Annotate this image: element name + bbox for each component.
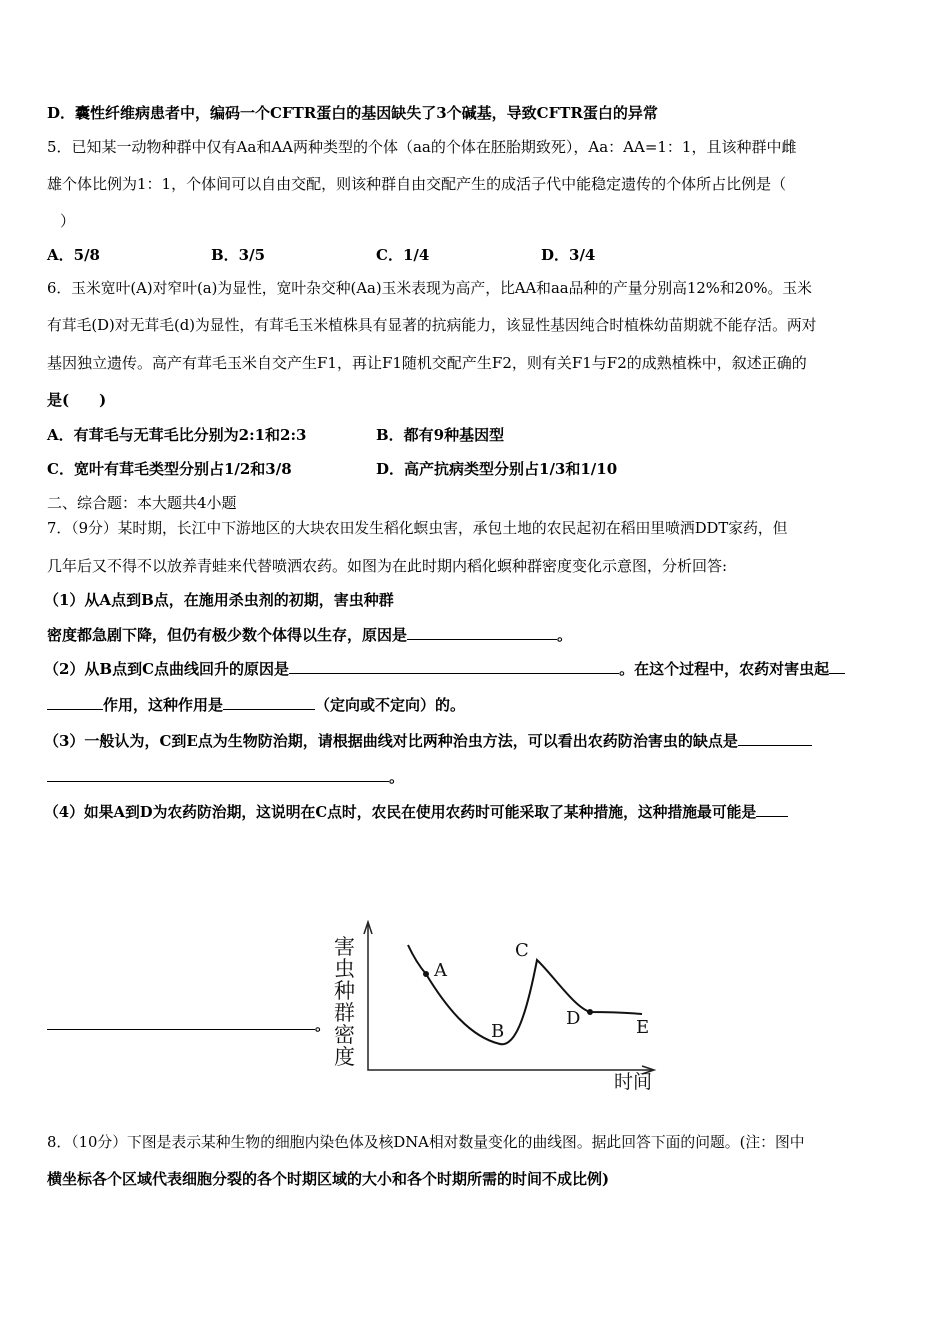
q7-part1-line-1: （1）从A点到B点，在施用杀虫剂的初期，害虫种群 xyxy=(44,591,394,609)
q7-part1-line-2: 密度都急剧下降，但仍有极少数个体得以生存，原因是 。 xyxy=(47,626,573,644)
answer-blank-3a[interactable] xyxy=(829,658,845,674)
q5-option-d: D．3/4 xyxy=(541,246,596,264)
q7-part3-line-2: 。 xyxy=(47,766,404,787)
q6-line-4: 是( ) xyxy=(47,391,107,409)
q5-option-c: C．1/4 xyxy=(376,246,430,264)
q6-line-1: 6．玉米宽叶(A)对窄叶(a)为显性，宽叶杂交种(Aa)玉米表现为高产，比AA和aa品种的产量分别高12%和20%。玉米 xyxy=(47,280,812,297)
answer-blank-6b[interactable] xyxy=(47,1014,315,1030)
q7-part3-line-1: （3）一般认为，C到E点为生物防治期，请根据曲线对比两种治虫方法，可以看出农药防治害虫的缺点是 xyxy=(44,730,812,751)
y-axis-label xyxy=(334,935,355,1069)
x-axis-label: 时间 xyxy=(614,1071,653,1092)
y-label-char: 虫 xyxy=(334,957,355,981)
point-label-e: E xyxy=(636,1017,650,1038)
q5-option-a: A．5/8 xyxy=(47,246,100,264)
q5-line-2: 雄个体比例为1：1，个体间可以自由交配，则该种群自由交配产生的成活子代中能稳定遗传的个体所占比例是（ xyxy=(47,175,787,193)
q6-option-c: C．宽叶有茸毛类型分别占1/2和3/8 xyxy=(47,460,292,478)
section-2-heading: 二、综合题：本大题共4小题 xyxy=(47,494,237,512)
y-label-char: 群 xyxy=(334,1001,355,1025)
q4-option-d: D．囊性纤维病患者中，编码一个CFTR蛋白的基因缺失了3个碱基，导致CFTR蛋白的异常 xyxy=(47,104,658,122)
q6-line-2: 有茸毛(D)对无茸毛(d)为显性，有茸毛玉米植株具有显著的抗病能力，该显性基因纯合时植株幼苗期就不能存活。两对 xyxy=(47,317,817,334)
answer-blank-3b[interactable] xyxy=(47,694,103,710)
q5-line-1: 5．已知某一动物种群中仅有Aa和AA两种类型的个体（aa的个体在胚胎期致死），Aa：AA=1：1，且该种群中雌 xyxy=(47,138,797,156)
q7-line-1: 7．（9分）某时期，长江中下游地区的大块农田发生稻化螟虫害，承包土地的农民起初在稻田里喷洒DDT家药，但 xyxy=(47,520,788,537)
point-label-d: D xyxy=(566,1008,581,1029)
answer-blank-2[interactable] xyxy=(289,658,619,674)
answer-blank-4[interactable] xyxy=(223,694,315,710)
answer-blank-1[interactable] xyxy=(407,624,557,640)
answer-blank-5b[interactable] xyxy=(47,766,389,782)
q5-option-b: B．3/5 xyxy=(211,246,266,264)
q6-line-3: 基因独立遗传。高产有茸毛玉米自交产生F1，再让F1随机交配产生F2，则有关F1与F2的成熟植株中，叙述正确的 xyxy=(47,354,807,372)
answer-blank-5a[interactable] xyxy=(738,730,812,746)
y-label-char: 种 xyxy=(334,979,355,1003)
q7-part2-line-2: 作用，这种作用是 （定向或不定向）的。 xyxy=(47,694,465,715)
point-label-c: C xyxy=(515,940,529,961)
answer-blank-6a[interactable] xyxy=(756,801,788,817)
q6-option-b: B．都有9种基因型 xyxy=(376,426,505,444)
q7-part4-line-2: 。 xyxy=(47,1014,330,1035)
axes xyxy=(368,925,652,1070)
point-label-a: A xyxy=(434,960,447,981)
population-density-graph xyxy=(330,912,670,1092)
y-label-char: 密 xyxy=(334,1023,355,1047)
y-label-char: 度 xyxy=(334,1045,355,1069)
point-label-b: B xyxy=(491,1021,505,1042)
q7-line-2: 几年后又不得不以放养青蛙来代替喷洒农药。如图为在此时期内稻化螟种群密度变化示意图，分析回答: xyxy=(47,557,728,575)
q6-option-d: D．高产抗病类型分别占1/3和1/10 xyxy=(376,460,618,478)
q7-part2-line-1: （2）从B点到C点曲线回升的原因是 。在这个过程中，农药对害虫起 xyxy=(44,658,845,679)
q7-part4-line-1: （4）如果A到D为农药防治期，这说明在C点时，农民在使用农药时可能采取了某种措施，这种措施最可能是 xyxy=(44,801,788,823)
y-label-char: 害 xyxy=(334,935,355,959)
q5-line-3: ） xyxy=(60,212,76,230)
point-a-dot xyxy=(423,971,429,977)
point-d-dot xyxy=(587,1009,593,1015)
q8-line-1: 8．（10分）下图是表示某种生物的细胞内染色体及核DNA相对数量变化的曲线图。据此回答下面的问题。(注：图中 xyxy=(47,1134,805,1151)
q6-option-a: A．有茸毛与无茸毛比分别为2:1和2:3 xyxy=(47,426,307,444)
q7-part1-text: 密度都急剧下降，但仍有极少数个体得以生存，原因是 xyxy=(47,626,408,644)
q8-line-2: 横坐标各个区域代表细胞分裂的各个时期区域的大小和各个时期所需的时间不成比例) xyxy=(47,1170,610,1188)
